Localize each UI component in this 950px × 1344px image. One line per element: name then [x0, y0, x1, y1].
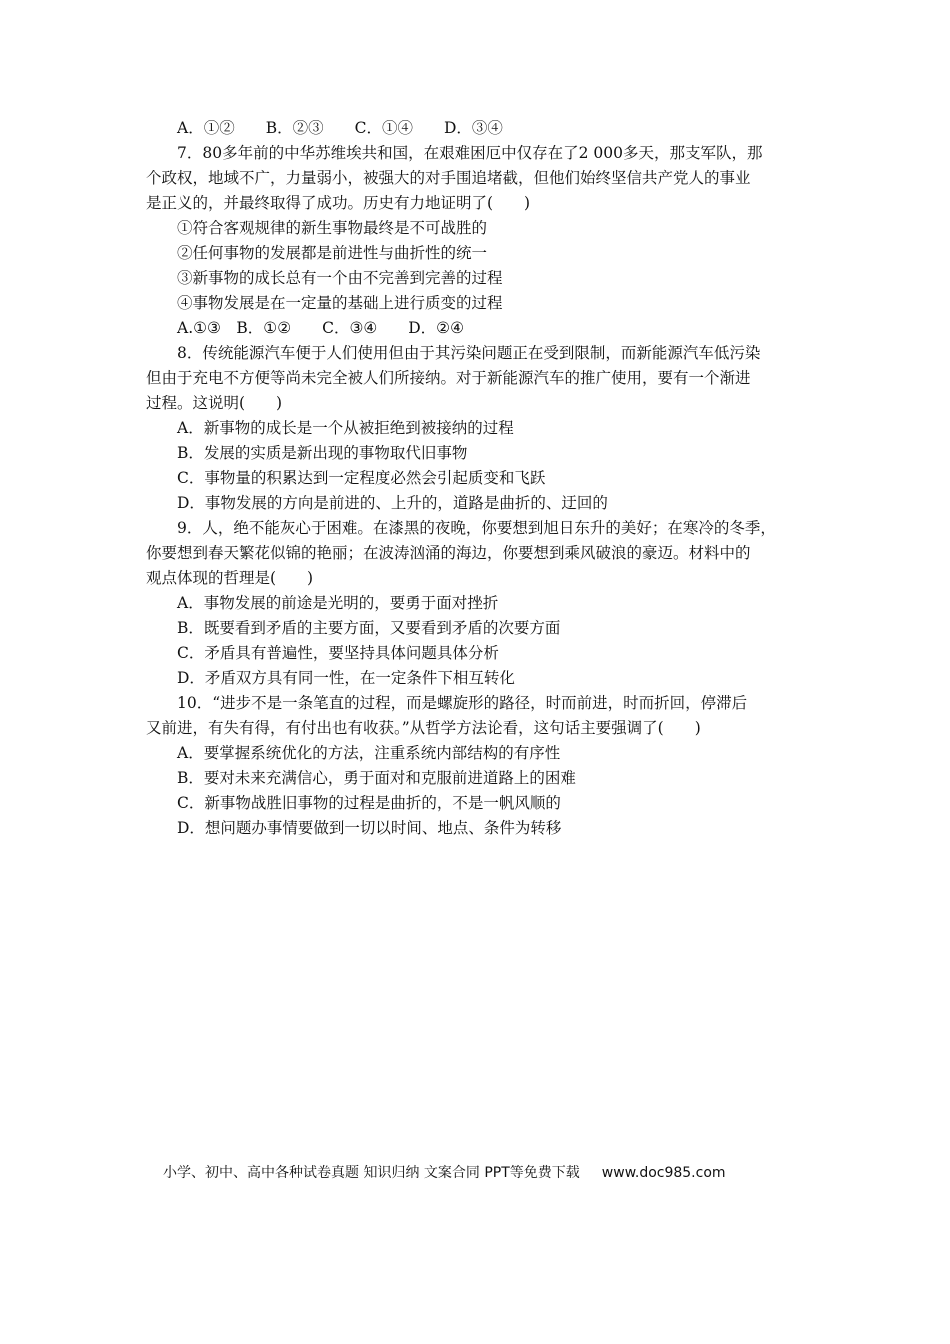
page-footer: [163, 1162, 726, 1182]
q8-stem-line-1: 8．传统能源汽车便于人们使用但由于其污染问题正在受到限制，而新能源汽车低污染: [177, 344, 761, 362]
q7-statement-4: ④事物发展是在一定量的基础上进行质变的过程: [177, 294, 503, 312]
q10-option-d: D．想问题办事情要做到一切以时间、地点、条件为转移: [177, 819, 562, 837]
q7-statement-3: ③新事物的成长总有一个由不完善到完善的过程: [177, 269, 503, 287]
q8-stem-line-2: 但由于充电不方便等尚未完全被人们所接纳。对于新能源汽车的推广使用，要有一个渐进: [146, 369, 751, 387]
q7-stem-line-2: 个政权，地域不广，力量弱小，被强大的对手围追堵截，但他们始终坚信共产党人的事业: [146, 169, 751, 187]
q9-stem-line-2: 你要想到春天繁花似锦的艳丽；在波涛汹涌的海边，你要想到乘风破浪的豪迈。材料中的: [146, 544, 751, 562]
q10-stem-line-2: 又前进，有失有得，有付出也有收获。”从哲学方法论看，这句话主要强调了( ): [146, 719, 701, 737]
q8-option-d: D．事物发展的方向是前进的、上升的，道路是曲折的、迂回的: [177, 494, 608, 512]
q7-stem-line-3: 是正义的，并最终取得了成功。历史有力地证明了( ): [146, 194, 531, 212]
q8-option-a: A．新事物的成长是一个从被拒绝到被接纳的过程: [177, 419, 514, 437]
q7-options: A.①③ B．①② C．③④ D．②④: [177, 319, 464, 337]
q7-statement-2: ②任何事物的发展都是前进性与曲折性的统一: [177, 244, 488, 262]
q9-option-d: D．矛盾双方具有同一性，在一定条件下相互转化: [177, 669, 515, 687]
q10-option-c: C．新事物战胜旧事物的过程是曲折的，不是一帆风顺的: [177, 794, 561, 812]
q10-option-a: A．要掌握系统优化的方法，注重系统内部结构的有序性: [177, 744, 561, 762]
footer-url[interactable]: www.doc985.com: [601, 1165, 726, 1181]
footer-text: 小学、初中、高中各种试卷真题 知识归纳 文案合同 PPT等免费下载: [163, 1165, 580, 1181]
q10-stem-line-1: 10．“进步不是一条笔直的过程，而是螺旋形的路径，时而前进，时而折回，停滞后: [177, 694, 748, 712]
q9-option-b: B．既要看到矛盾的主要方面，又要看到矛盾的次要方面: [177, 619, 561, 637]
q8-option-b: B．发展的实质是新出现的事物取代旧事物: [177, 444, 468, 462]
q9-option-a: A．事物发展的前途是光明的，要勇于面对挫折: [177, 594, 499, 612]
q8-option-c: C．事物量的积累达到一定程度必然会引起质变和飞跃: [177, 469, 546, 487]
q7-stem-line-1: 7．80多年前的中华苏维埃共和国，在艰难困厄中仅存在了2 000多天，那支军队，那: [177, 144, 763, 162]
q6-options: A．①② B．②③ C．①④ D．③④: [177, 119, 503, 137]
q10-option-b: B．要对未来充满信心，勇于面对和克服前进道路上的困难: [177, 769, 576, 787]
q7-statement-1: ①符合客观规律的新生事物最终是不可战胜的: [177, 219, 488, 237]
q9-stem-line-1: 9．人，绝不能灰心于困难。在漆黑的夜晚，你要想到旭日东升的美好；在寒冷的冬季，: [177, 519, 776, 537]
q9-stem-line-3: 观点体现的哲理是( ): [146, 569, 314, 587]
q8-stem-line-3: 过程。这说明( ): [146, 394, 283, 412]
q9-option-c: C．矛盾具有普遍性，要坚持具体问题具体分析: [177, 644, 499, 662]
